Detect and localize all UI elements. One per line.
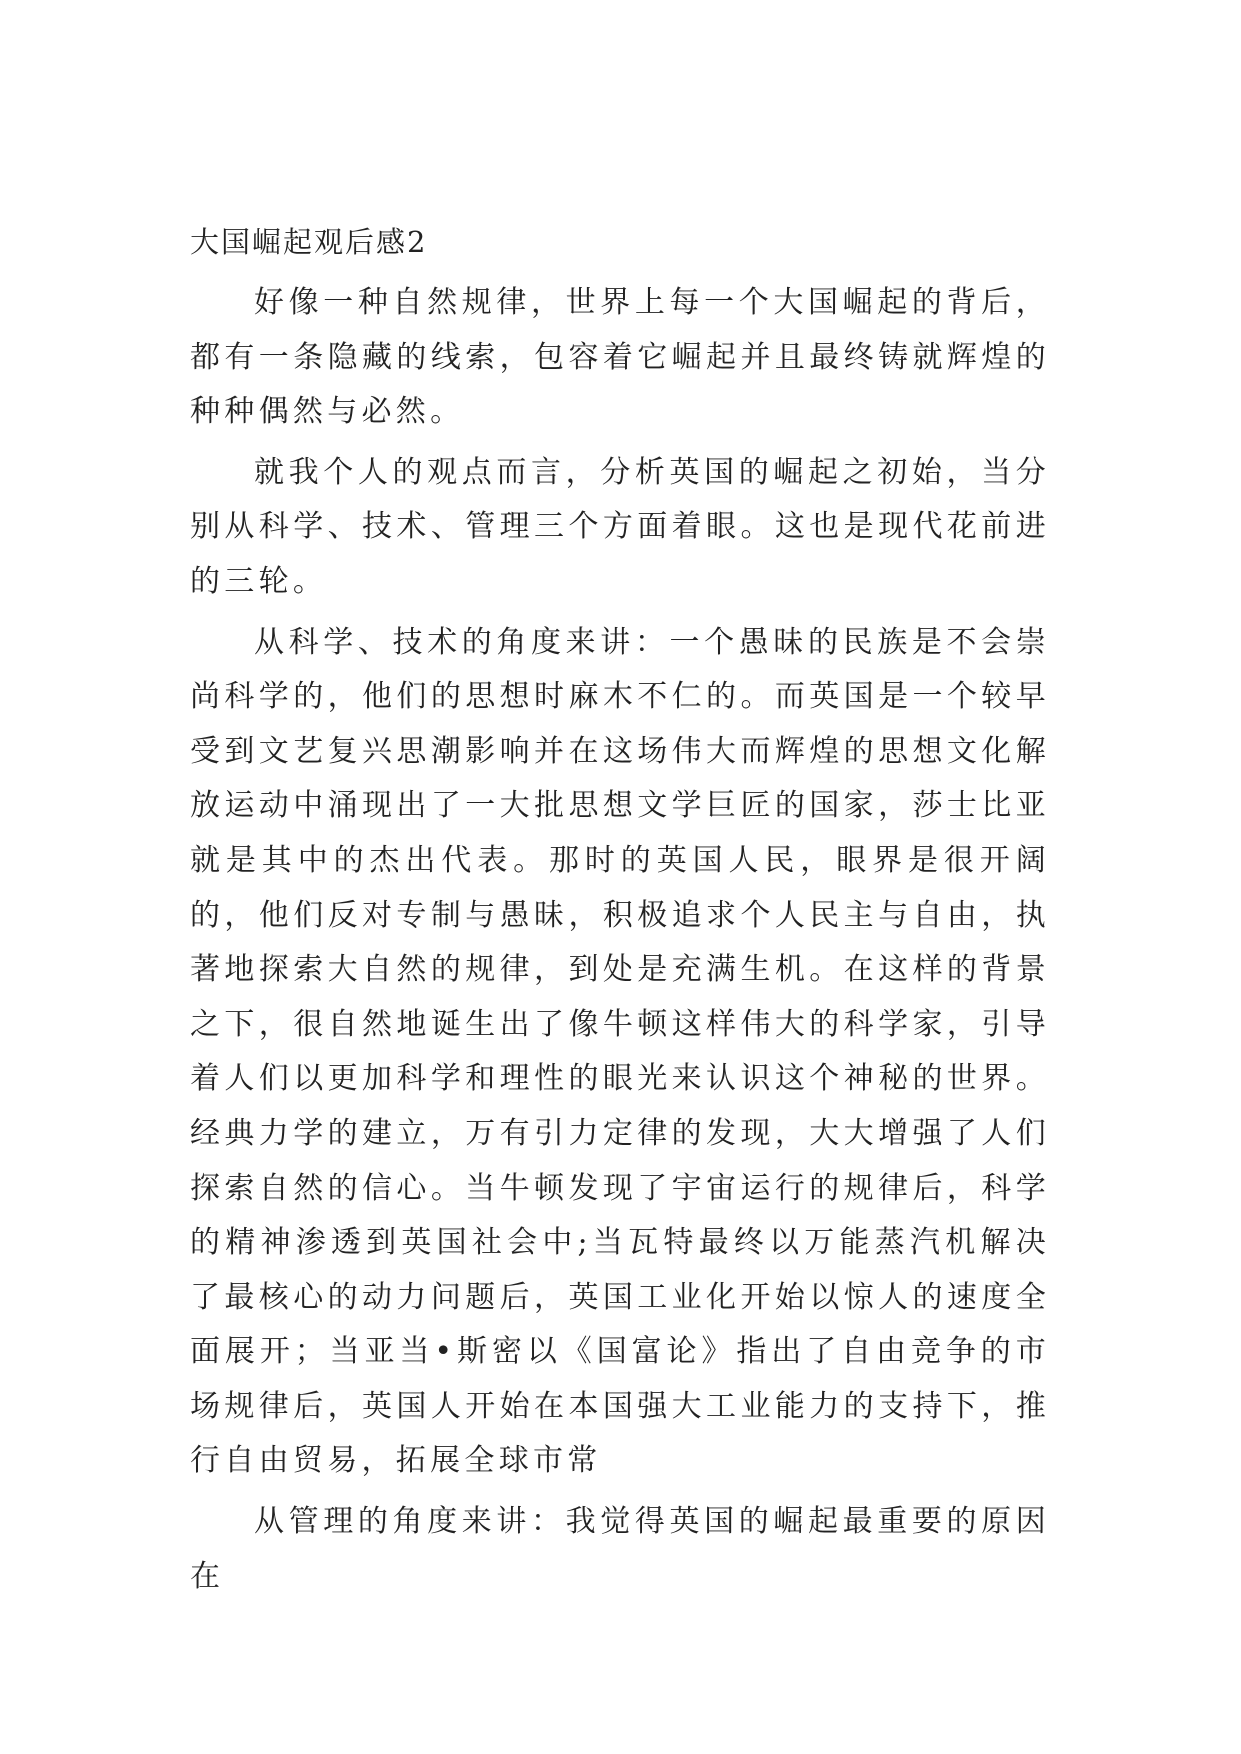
document-body [190,276,1050,1610]
document-page [190,0,1050,1754]
paragraph-1: 好像一种自然规律，世界上每一个大国崛起的背后，都有一条隐藏的线索，包容着它崛起并且最终铸就辉煌的种种偶然与必然。 [190,285,1050,430]
paragraph-4: 从管理的角度来讲：我觉得英国的崛起最重要的原因在 [190,1504,1050,1594]
paragraph-2: 就我个人的观点而言，分析英国的崛起之初始，当分别从科学、技术、管理三个方面着眼。这也是现代花前进的三轮。 [190,454,1050,599]
document-title: 大国崛起观后感2 [190,225,428,259]
paragraph-3: 从科学、技术的角度来讲：一个愚昧的民族是不会崇尚科学的，他们的思想时麻木不仁的。而英国是一个较早受到文艺复兴思潮影响并在这场伟大而辉煌的思想文化解放运动中涌现出了一大批思想文学巨匠的国家，莎士比亚就是其中的杰出代表。那时的英国人民，眼界是很开阔的，他们反对专制与愚昧，积极追求个人民主与自由，执著地探索大自然的规律，到处是充满生机。在这样的背景之下，很自然地诞生出了像牛顿这样伟大的科学家，引导着人们以更加科学和理性的眼光来认识这个神秘的世界。经典力学的建立，万有引力定律的发现，大大增强了人们探索自然的信心。当牛顿发现了宇宙运行的规律后，科学的精神渗透到英国社会中;当瓦特最终以万能蒸汽机解决了最核心的动力问题后，英国工业化开始以惊人的速度全面展开；当亚当•斯密以《国富论》指出了自由竞争的市场规律后，英国人开始在本国强大工业能力的支持下，推行自由贸易，拓展全球市常 [190,624,1050,1479]
